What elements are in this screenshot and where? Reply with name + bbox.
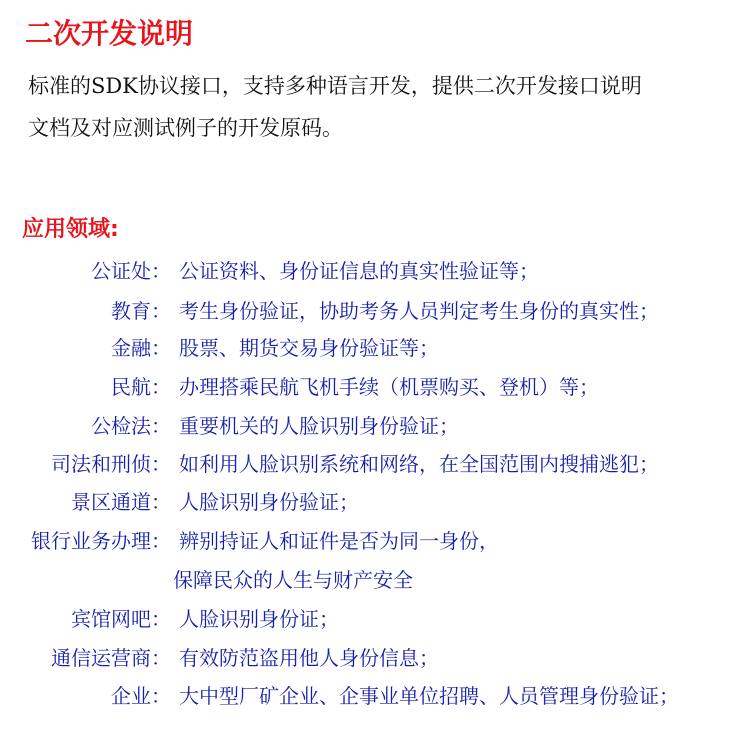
application-value: 辨别持证人和证件是否为同一身份， xyxy=(179,529,499,553)
application-label: 司法和刑侦： xyxy=(51,452,171,476)
application-label: 宾馆网吧： xyxy=(71,607,171,631)
application-item xyxy=(0,370,750,404)
intro-line-2: 文档及对应测试例子的开发原码。 xyxy=(28,116,343,140)
application-label: 银行业务办理： xyxy=(31,529,171,553)
application-item xyxy=(0,485,750,519)
page-title: 二次开发说明 xyxy=(25,17,194,50)
section-heading: 应用领域: xyxy=(22,217,119,242)
application-value: 考生身份验证，协助考务人员判定考生身份的真实性； xyxy=(179,299,659,323)
application-label: 景区通道： xyxy=(71,490,171,514)
application-item xyxy=(0,641,750,675)
application-label: 民航： xyxy=(111,375,171,399)
application-label: 公检法： xyxy=(91,414,171,438)
application-item xyxy=(0,447,750,481)
application-value: 有效防范盗用他人身份信息； xyxy=(179,646,439,670)
application-item xyxy=(0,294,750,328)
application-item xyxy=(0,331,750,365)
intro-line-1: 标准的SDK协议接口，支持多种语言开发，提供二次开发接口说明 xyxy=(28,74,642,98)
application-item xyxy=(0,602,750,636)
application-value: 大中型厂矿企业、企事业单位招聘、人员管理身份验证； xyxy=(179,684,679,708)
application-value: 人脸识别身份证； xyxy=(179,607,339,631)
application-item xyxy=(0,524,750,558)
application-value: 办理搭乘民航飞机手续（机票购买、登机）等； xyxy=(179,375,599,399)
application-item xyxy=(0,409,750,443)
application-label: 企业： xyxy=(111,684,171,708)
application-value: 重要机关的人脸识别身份验证； xyxy=(179,414,459,438)
application-value: 人脸识别身份验证； xyxy=(179,490,359,514)
application-label: 教育： xyxy=(111,299,171,323)
application-label: 金融： xyxy=(111,336,171,360)
application-value: 如利用人脸识别系统和网络，在全国范围内搜捕逃犯； xyxy=(179,452,659,476)
application-item xyxy=(0,254,750,288)
application-value: 股票、期货交易身份验证等； xyxy=(179,336,439,360)
application-item xyxy=(0,679,750,713)
application-value: 公证资料、身份证信息的真实性验证等； xyxy=(179,259,539,283)
application-label: 通信运营商： xyxy=(51,646,171,670)
application-label: 公证处： xyxy=(91,259,171,283)
application-value-continuation: 保障民众的人生与财产安全 xyxy=(173,568,413,592)
